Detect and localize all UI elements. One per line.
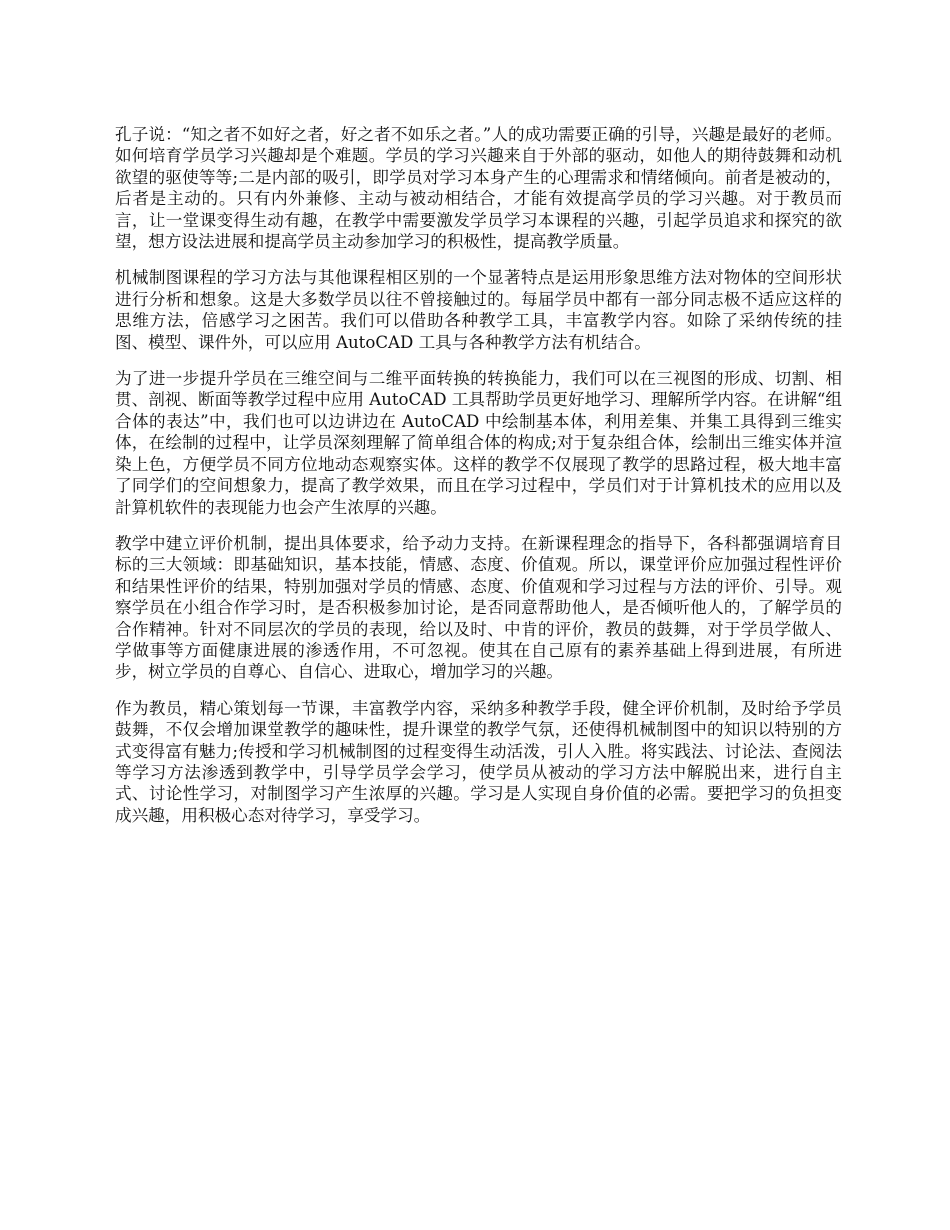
paragraph-3: 为了进一步提升学员在三维空间与二维平面转换的转换能力，我们可以在三视图的形成、切割、相贯、剖视、断面等教学过程中应用 AutoCAD 工具帮助学员更好地学习、理解所学内容。在讲解“组合体的表达”中，我们也可以边讲边在 AutoCAD 中绘制基本体，利用差集、并集工具得到三维实体，在绘制的过程中，让学员深刻理解了简单组合体的构成;对于复杂组合体，绘制出三维实体并渲染上色，方便学员不同方位地动态观察实体。这样的教学不仅展现了教学的思路过程，极大地丰富了同学们的空间想象力，提高了教学效果，而且在学习过程中，学员们对于计算机技术的应用以及計算机软件的表现能力也会产生浓厚的兴趣。 bbox=[115, 369, 842, 517]
paragraph-2: 机械制图课程的学习方法与其他课程相区别的一个显著特点是运用形象思维方法对物体的空间形状进行分析和想象。这是大多数学员以往不曾接触过的。每届学员中都有一部分同志极不适应这样的思维方法，倍感学习之困苦。我们可以借助各种教学工具，丰富教学内容。如除了采纳传统的挂图、模型、课件外，可以应用 AutoCAD 工具与各种教学方法有机结合。 bbox=[115, 268, 842, 352]
document-body bbox=[115, 124, 842, 841]
paragraph-1: 孔子说：“知之者不如好之者，好之者不如乐之者。”人的成功需要正确的引导，兴趣是最好的老师。如何培育学员学习兴趣却是个难题。学员的学习兴趣来自于外部的驱动，如他人的期待鼓舞和动机欲望的驱使等等;二是内部的吸引，即学员对学习本身产生的心理需求和情绪倾向。前者是被动的，后者是主动的。只有内外兼修、主动与被动相结合，才能有效提高学员的学习兴趣。对于教员而言，让一堂课变得生动有趣，在教学中需要激发学员学习本课程的兴趣，引起学员追求和探究的欲望，想方设法进展和提高学员主动参加学习的积极性，提高教学质量。 bbox=[115, 125, 842, 252]
paragraph-4: 教学中建立评价机制，提出具体要求，给予动力支持。在新课程理念的指导下，各科都强调培育目标的三大领域：即基础知识，基本技能，情感、态度、价值观。所以，课堂评价应加强过程性评价和结果性评价的结果，特别加强对学员的情感、态度、价值观和学习过程与方法的评价、引导。观察学员在小组合作学习时，是否积极参加讨论，是否同意帮助他人，是否倾听他人的，了解学员的合作精神。针对不同层次的学员的表现，给以及时、中肯的评价，教员的鼓舞，对于学员学做人、学做事等方面健康进展的渗透作用，不可忽视。使其在自己原有的素养基础上得到进展，有所进步，树立学员的自尊心、自信心、进取心，增加学习的兴趣。 bbox=[115, 533, 842, 682]
paragraph-5: 作为教员，精心策划每一节课，丰富教学内容，采纳多种教学手段，健全评价机制，及时给予学员鼓舞，不仅会增加课堂教学的趣味性，提升课堂的教学气氛，还使得机械制图中的知识以特别的方式变得富有魅力;传授和学习机械制图的过程变得生动活泼，引人入胜。将实践法、讨论法、查阅法等学习方法渗透到教学中，引导学员学会学习，使学员从被动的学习方法中解脱出来，进行自主式、讨论性学习，对制图学习产生浓厚的兴趣。学习是人实现自身价值的必需。要把学习的负担变成兴趣，用积极心态对待学习，享受学习。 bbox=[115, 698, 842, 825]
